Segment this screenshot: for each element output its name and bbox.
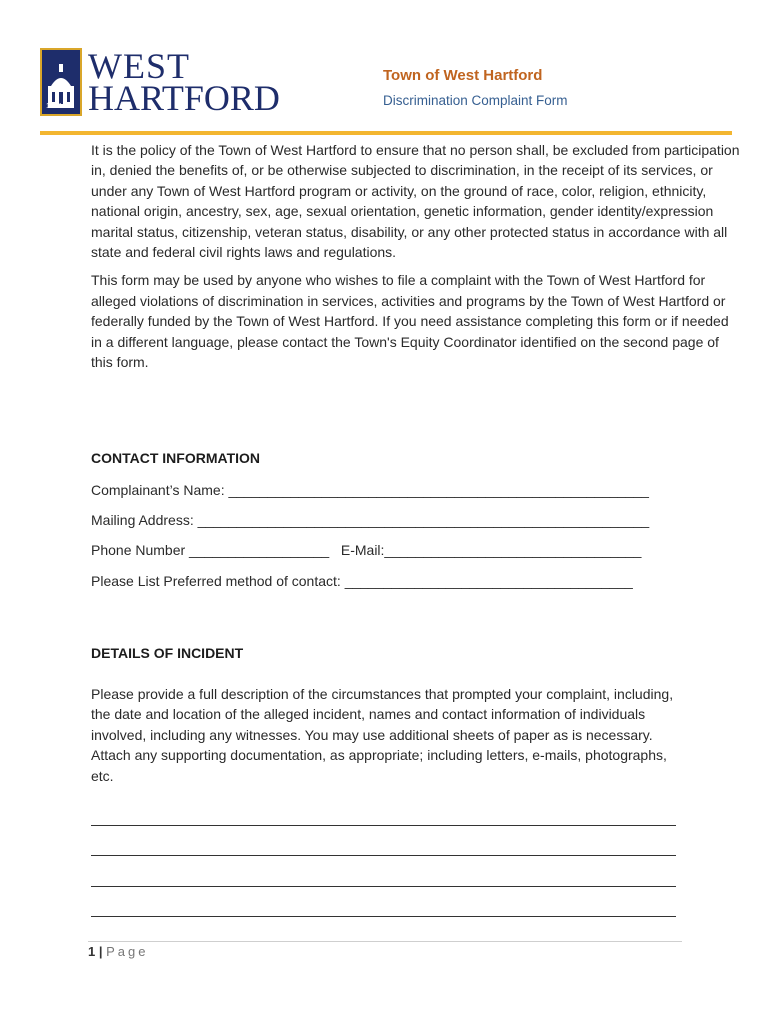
- logo-hartford-text: HARTFORD: [88, 78, 280, 118]
- incident-description-line[interactable]: [91, 825, 676, 826]
- usage-paragraph: This form may be used by anyone who wishes to file a complaint with the Town of West Hartford for alleged violations of discrimination in services, activities and programs by the Town of West Hartford or federally funded by the Town of West Hartford. If you need assistance completing this form or if needed in a different language, please contact the Town's Equity Coordinator identified on the second page of this form.: [91, 272, 729, 371]
- page-footer: [88, 944, 149, 959]
- page-label: Page: [106, 944, 149, 959]
- town-title: Town of West Hartford: [383, 67, 543, 84]
- details-of-incident-heading: DETAILS OF INCIDENT: [91, 645, 244, 661]
- document-header: [40, 48, 732, 136]
- page-number: 1: [88, 944, 96, 959]
- incident-description-line[interactable]: [91, 855, 676, 856]
- complainant-name-field[interactable]: Complainant’s Name: ______________________________________________________: [91, 482, 649, 498]
- intro-section: [91, 140, 741, 380]
- incident-instructions-text: Please provide a full description of the circumstances that prompted your complaint, including, the date and location of the alleged incident, names and contact information of individuals involved, including any witnesses. You may use additional sheets of paper as is necessary. Attach any supporting documentation, as appropriate; including letters, e-mails, photographs, etc.: [91, 686, 674, 784]
- footer-separator: |: [98, 944, 103, 959]
- town-hall-emblem-icon: [40, 48, 82, 116]
- logo-west-text: WEST: [88, 46, 190, 86]
- incident-description-line[interactable]: [91, 916, 676, 917]
- incident-description-line[interactable]: [91, 886, 676, 887]
- phone-email-field[interactable]: Phone Number __________________ E-Mail:_________________________________: [91, 542, 642, 558]
- logo-year: 1854: [46, 103, 62, 110]
- policy-paragraph: It is the policy of the Town of West Hartford to ensure that no person shall, be excluded from participation in, denied the benefits of, or be otherwise subjected to discrimination, in the receipt of its services, or under any Town of West Hartford program or activity, on the ground of race, color, religion, ethnicity, national origin, ancestry, sex, age, sexual orientation, genetic information, gender identity/expression marital status, citizenship, veteran status, disability, or any other protected status in accordance with all state and federal civil rights laws and regulations.: [91, 142, 740, 261]
- footer-divider: [88, 941, 682, 942]
- mailing-address-field[interactable]: Mailing Address: __________________________________________________________: [91, 512, 650, 528]
- incident-instructions: [91, 684, 681, 794]
- header-divider: [40, 131, 732, 135]
- form-title: Discrimination Complaint Form: [383, 93, 568, 108]
- west-hartford-logo: [40, 46, 280, 118]
- contact-information-heading: CONTACT INFORMATION: [91, 450, 261, 466]
- preferred-contact-field[interactable]: Please List Preferred method of contact: _____________________________________: [91, 573, 633, 589]
